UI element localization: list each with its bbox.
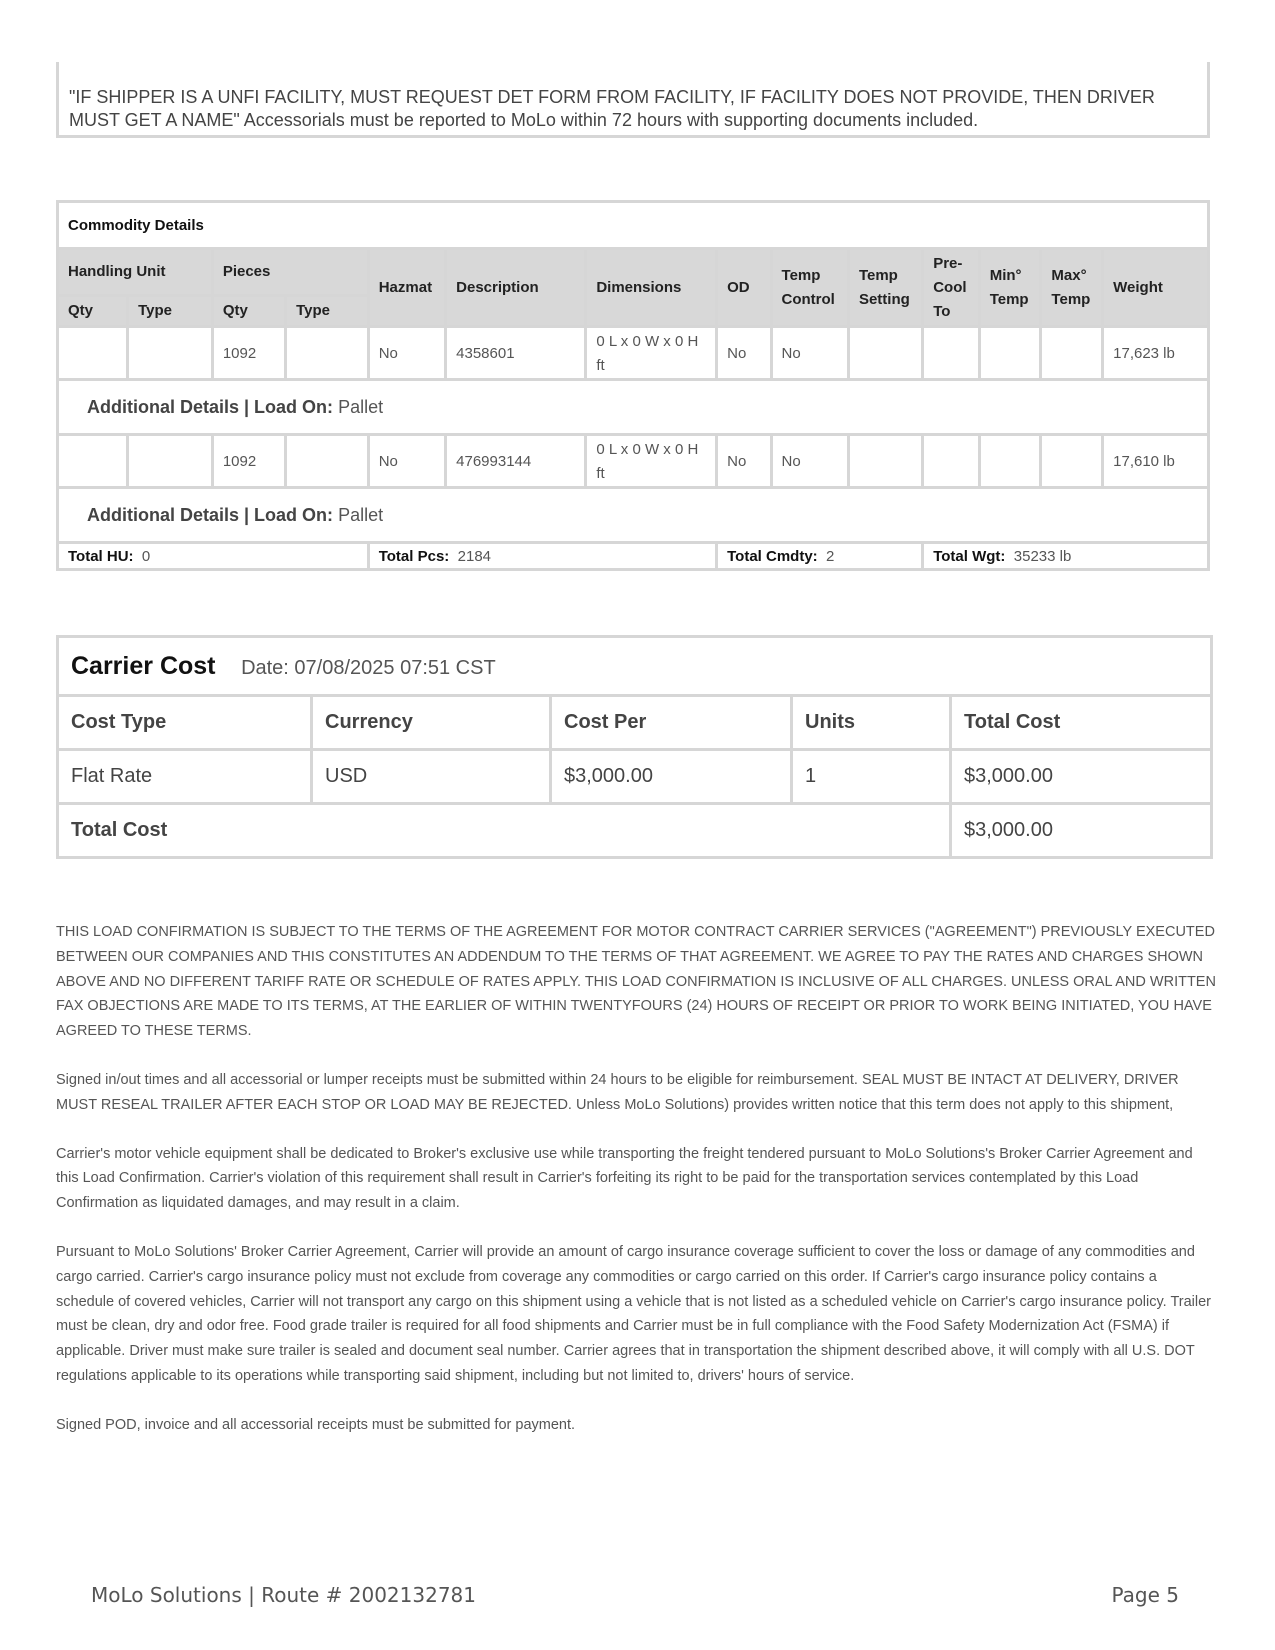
terms-and-conditions <box>56 920 1216 1462</box>
commodity-totals-row <box>58 543 1209 570</box>
od-cell: No <box>717 435 771 488</box>
notice-text: "IF SHIPPER IS A UNFI FACILITY, MUST REQUEST DET FORM FROM FACILITY, IF FACILITY DOES NOT PROVIDE, THEN DRIVER MUST GET A NAME" Accessorials must be reported to MoLo within 72 hours with supporting documents included. <box>69 87 1155 130</box>
header-weight: Weight <box>1103 249 1209 327</box>
total-cmdty-value: 2 <box>826 547 835 565</box>
header-pcs-type: Type <box>286 296 369 327</box>
pre-cool-cell <box>923 327 979 380</box>
total-cmdty-label: Total Cmdty: <box>727 547 818 565</box>
total-pcs-label: Total Pcs: <box>378 547 450 565</box>
temp-control-cell: No <box>771 435 848 488</box>
header-handling-unit: Handling Unit <box>58 249 213 296</box>
description-cell: 4358601 <box>446 327 586 380</box>
hu-type-cell <box>128 327 213 380</box>
min-temp-cell <box>979 327 1041 380</box>
header-pre-cool-to: Pre-Cool To <box>923 249 979 327</box>
pcs-qty-cell: 1092 <box>212 435 285 488</box>
max-temp-cell <box>1041 327 1103 380</box>
od-cell: No <box>717 327 771 380</box>
terms-paragraph: Signed in/out times and all accessorial or lumper receipts must be submitted within 24 hours to be eligible for reimbursement. SEAL MUST BE INTACT AT DELIVERY, DRIVER MUST RESEAL TRAILER AFTER EACH STOP OR LOAD MAY BE REJECTED. Unless MoLo Solutions) provides written notice that this term does not apply to this shipment, <box>56 1071 1179 1113</box>
total-pcs-value: 2184 <box>457 547 492 565</box>
carrier-cost-table <box>56 635 1213 859</box>
header-min-temp: Min° Temp <box>979 249 1041 327</box>
min-temp-cell <box>979 435 1041 488</box>
header-hu-qty: Qty <box>58 296 128 327</box>
pcs-type-cell <box>286 435 369 488</box>
max-temp-cell <box>1041 435 1103 488</box>
header-hazmat: Hazmat <box>368 249 445 327</box>
additional-details-label: Additional Details | Load On: <box>87 504 334 525</box>
carrier-cost-header <box>58 637 1212 696</box>
header-pcs-qty: Qty <box>212 296 285 327</box>
pre-cool-cell <box>923 435 979 488</box>
header-total-cost: Total Cost <box>951 696 1212 750</box>
total-hu-value: 0 <box>141 547 151 565</box>
currency-cell: USD <box>312 750 551 804</box>
temp-setting-cell <box>848 435 922 488</box>
carrier-cost-total-row <box>58 804 1212 858</box>
cost-per-cell: $3,000.00 <box>551 750 792 804</box>
header-cost-type: Cost Type <box>58 696 312 750</box>
cost-type-cell: Flat Rate <box>58 750 312 804</box>
total-wgt-value: 35233 lb <box>1013 547 1072 565</box>
header-hu-type: Type <box>128 296 213 327</box>
total-cost-cell: $3,000.00 <box>951 750 1212 804</box>
total-hu <box>58 543 369 570</box>
terms-paragraph: THIS LOAD CONFIRMATION IS SUBJECT TO THE TERMS OF THE AGREEMENT FOR MOTOR CONTRACT CARRIER SERVICES ("AGREEMENT") PREVIOUSLY EXECUTED BETWEEN OUR COMPANIES AND THIS CONSTITUTES AN ADDENDUM TO THE TERMS OF THAT AGREEMENT. WE AGREE TO PAY THE RATES AND CHARGES SHOWN ABOVE AND NO DIFFERENT TARIFF RATE OR SCHEDULE OF RATES APPLY. THIS LOAD CONFIRMATION IS INCLUSIVE OF ALL CHARGES. UNLESS ORAL AND WRITTEN FAX OBJECTIONS ARE MADE TO ITS TERMS, AT THE EARLIER OF WITHIN TWENTYFOURS (24) HOURS OF RECEIPT OR PRIOR TO WORK BEING INITIATED, YOU HAVE AGREED TO THESE TERMS. <box>56 924 1216 1040</box>
temp-control-cell: No <box>771 327 848 380</box>
units-cell: 1 <box>792 750 951 804</box>
description-cell: 476993144 <box>446 435 586 488</box>
hu-type-cell <box>128 435 213 488</box>
table-row <box>58 435 1209 488</box>
hazmat-cell: No <box>368 435 445 488</box>
hu-qty-cell <box>58 435 128 488</box>
temp-setting-cell <box>848 327 922 380</box>
header-max-temp: Max° Temp <box>1041 249 1103 327</box>
commodity-details-table <box>56 200 1210 571</box>
pcs-qty-cell: 1092 <box>212 327 285 380</box>
header-temp-control: Temp Control <box>771 249 848 327</box>
dimensions-cell: 0 L x 0 W x 0 H ft <box>586 435 717 488</box>
header-pieces: Pieces <box>212 249 368 296</box>
additional-details-row <box>58 488 1209 543</box>
hazmat-cell: No <box>368 327 445 380</box>
header-cost-per: Cost Per <box>551 696 792 750</box>
header-od: OD <box>717 249 771 327</box>
hu-qty-cell <box>58 327 128 380</box>
special-instructions-notice <box>56 62 1210 138</box>
total-cost-label: Total Cost <box>58 804 951 858</box>
carrier-cost-date: Date: 07/08/2025 07:51 CST <box>241 656 496 679</box>
total-cmdty <box>717 543 923 570</box>
dimensions-cell: 0 L x 0 W x 0 H ft <box>586 327 717 380</box>
footer-route: MoLo Solutions | Route # 2002132781 <box>91 1583 476 1607</box>
weight-cell: 17,623 lb <box>1103 327 1209 380</box>
weight-cell: 17,610 lb <box>1103 435 1209 488</box>
additional-details-row <box>58 380 1209 435</box>
table-row <box>58 327 1209 380</box>
load-on-value: Pallet <box>338 504 384 525</box>
header-units: Units <box>792 696 951 750</box>
pcs-type-cell <box>286 327 369 380</box>
carrier-cost-title: Carrier Cost <box>71 651 216 680</box>
load-on-value: Pallet <box>338 396 384 417</box>
footer-page-number: Page 5 <box>1111 1583 1179 1607</box>
terms-paragraph: Pursuant to MoLo Solutions' Broker Carrier Agreement, Carrier will provide an amount of cargo insurance coverage sufficient to cover the loss or damage of any commodities and cargo carried. Carrier's cargo insurance policy must not exclude from coverage any commodities or cargo carried on this order. If Carrier's cargo insurance policy contains a schedule of covered vehicles, Carrier will not transport any cargo on this shipment using a vehicle that is not listed as a scheduled vehicle on Carrier's cargo insurance policy. Trailer must be clean, dry and odor free. Food grade trailer is required for all food shipments and Carrier must be in full compliance with the Food Safety Modernization Act (FSMA) if applicable. Driver must make sure trailer is sealed and document seal number. Carrier agrees that in transportation the shipment described above, it will comply with all U.S. DOT regulations applicable to its operations while transporting said shipment, including but not limited to, drivers' hours of service. <box>56 1243 1212 1384</box>
total-wgt-label: Total Wgt: <box>933 547 1006 565</box>
terms-paragraph: Signed POD, invoice and all accessorial receipts must be submitted for payment. <box>56 1416 576 1433</box>
additional-details-label: Additional Details | Load On: <box>87 396 334 417</box>
total-hu-label: Total HU: <box>68 547 134 565</box>
commodity-caption: Commodity Details <box>58 202 1209 249</box>
table-row <box>58 750 1212 804</box>
header-dimensions: Dimensions <box>586 249 717 327</box>
total-cost-value: $3,000.00 <box>951 804 1212 858</box>
total-wgt <box>923 543 1209 570</box>
total-pcs <box>368 543 716 570</box>
terms-paragraph: Carrier's motor vehicle equipment shall be dedicated to Broker's exclusive use while transporting the freight tendered pursuant to MoLo Solutions's Broker Carrier Agreement and this Load Confirmation. Carrier's violation of this requirement shall result in Carrier's forfeiting its right to be paid for the transportation services contemplated by this Load Confirmation as liquidated damages, and may result in a claim. <box>56 1145 1193 1212</box>
header-temp-setting: Temp Setting <box>848 249 922 327</box>
header-description: Description <box>446 249 586 327</box>
header-currency: Currency <box>312 696 551 750</box>
